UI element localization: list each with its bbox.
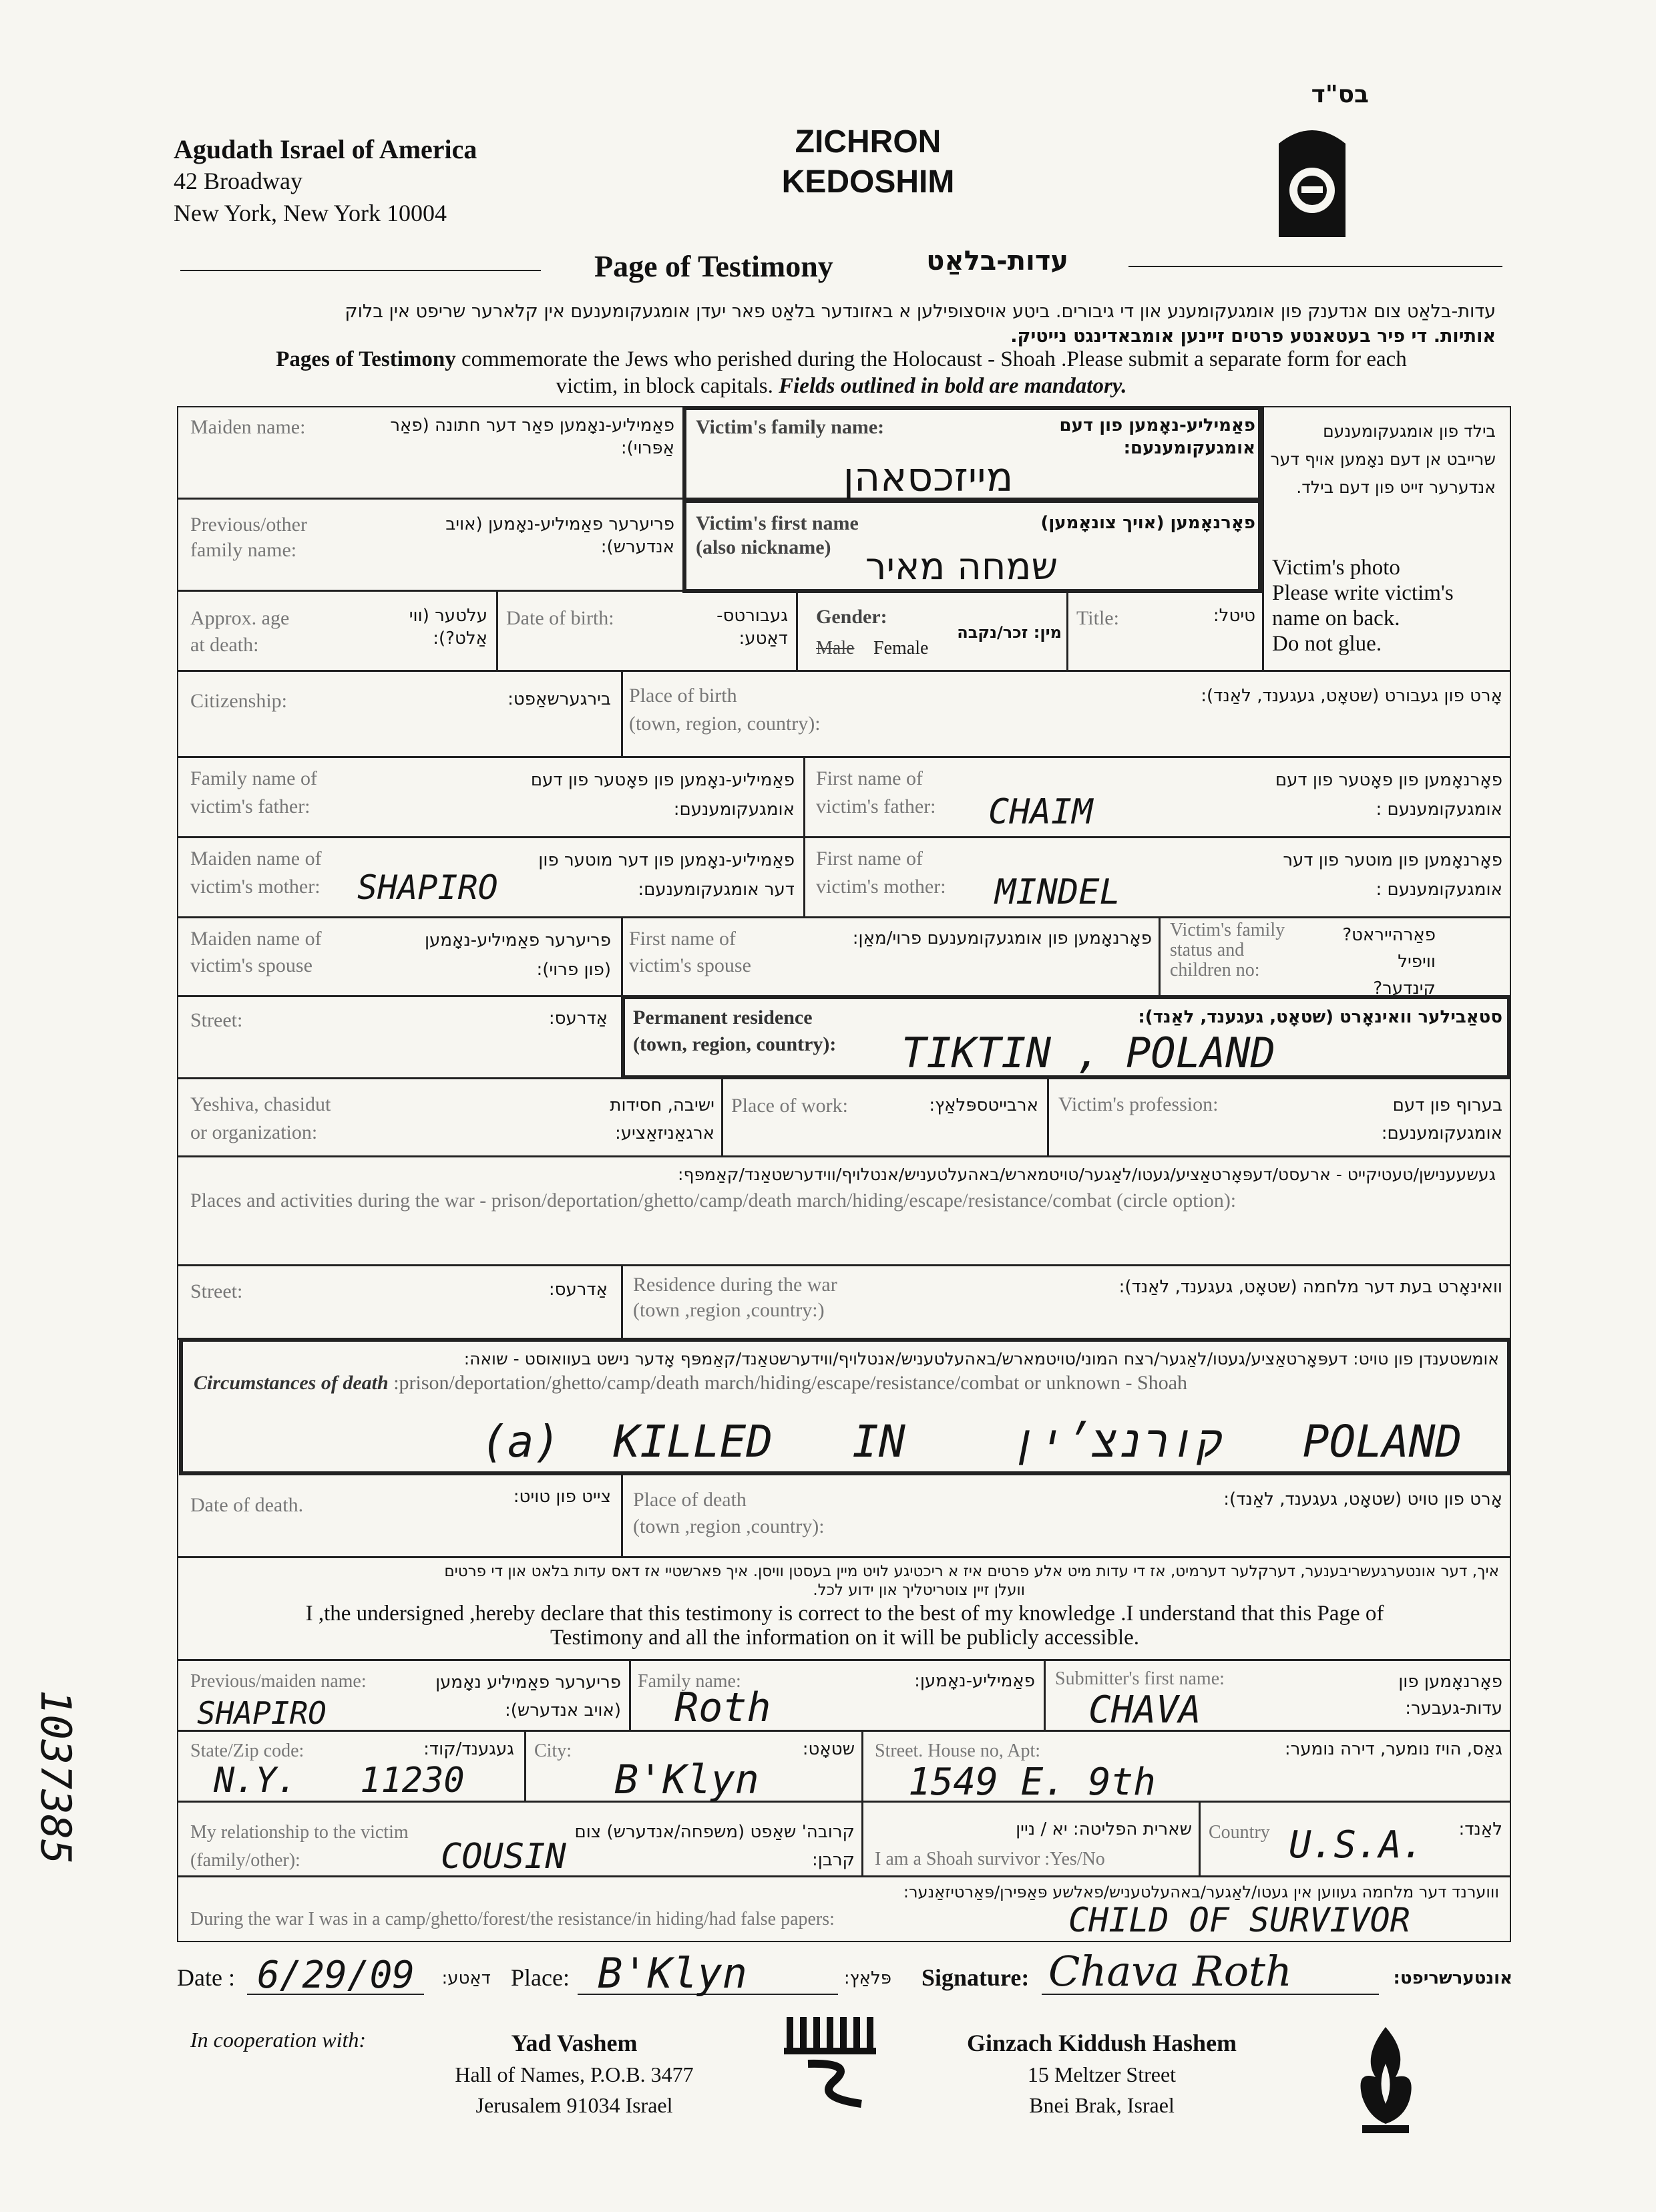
relationship-label-2: (family/other): <box>190 1850 300 1871</box>
intro-line2a: victim, in block capitals. <box>556 374 779 398</box>
perm-res-hebrew: סטאַבילער וואינאָרט (שטאָט, געגענד, לאַנד): <box>1138 1007 1502 1027</box>
place-hebrew: פּלאַץ: <box>843 1968 891 1988</box>
col-line <box>803 756 805 916</box>
photo-hebrew: בילד פון אומגעקומענעם שרייבט אן דעם נאָמען אויף דער אנדערער זייט פון דעם בילד. <box>1270 421 1496 497</box>
col-line <box>524 1730 526 1801</box>
col-line <box>1199 1801 1201 1875</box>
row-line <box>177 1730 1511 1732</box>
ginzach-name: Ginzach Kiddush Hashem <box>966 2030 1237 2056</box>
org-address-line1: 42 Broadway <box>174 168 302 194</box>
intro-mandatory-note: Fields outlined in bold are mandatory. <box>779 374 1127 398</box>
intro-bold: Pages of Testimony <box>276 347 456 371</box>
submitter-family-hebrew: פאַמיליע-נאָמען: <box>914 1671 1035 1691</box>
yeshiva-hebrew: ישיבה, חסידות ארגאַניזאַציע: <box>610 1095 714 1143</box>
gender-hebrew: מין: זכר/נקבה <box>957 623 1062 642</box>
perm-res-label-1: Permanent residence <box>633 1006 813 1029</box>
father-family-hebrew: פאַמיליע-נאָמען פון פאָטער פון דעם אומגעקומענעם: <box>530 770 795 819</box>
row-line <box>177 1264 1511 1266</box>
circumstances-hebrew: אומשטענדן פון טויט: דעפּאָרטאַציע/געטו/לאַגער/רצח המוני/טויטמארש/באהעלטעניש/אנטלויף/ווידערשטאַנד/קאַמפּף אָדער נישט בעוואוסט - שואה: <box>463 1349 1499 1368</box>
relationship-hebrew: קרובה' שאַפט (משפחה/אנדערש) צום קרבן: <box>574 1822 855 1870</box>
intro-english-line2 <box>187 374 1496 399</box>
intro-rest: commemorate the Jews who perished during the Holocaust - Shoah .Please submit a separate form for each <box>455 347 1407 371</box>
declaration-hebrew-2: וועלן זיין צוטריטליך און ידוע לכל. <box>813 1582 1025 1599</box>
col-line <box>721 1077 723 1155</box>
col-line <box>1047 1077 1049 1155</box>
col-line <box>1159 916 1161 995</box>
city-label: City: <box>534 1740 572 1761</box>
gender-male-option[interactable]: Male <box>816 638 855 659</box>
state-zip-value[interactable]: N.Y. 11230 <box>214 1761 465 1801</box>
citizenship-label: Citizenship: <box>190 690 287 712</box>
ginzach-address-2: Bnei Brak, Israel <box>1029 2093 1175 2117</box>
survivor-hebrew: שארית הפליטה: יא / ניין <box>1016 1819 1192 1839</box>
col-line <box>621 1264 623 1338</box>
page-title: Page of Testimony <box>594 249 833 283</box>
mother-first-label-2: victim's mother: <box>816 876 946 898</box>
during-war-value[interactable]: CHILD OF SURVIVOR <box>1068 1901 1410 1940</box>
father-first-value[interactable]: CHAIM <box>988 792 1093 832</box>
submitter-prev-maiden-value[interactable]: SHAPIRO <box>197 1695 327 1731</box>
row-line <box>177 670 1511 672</box>
spouse-maiden-hebrew: פריערער פאַמיליע-נאָמען (פון פרוי): <box>424 930 611 980</box>
photo-caption-1: Victim's photo <box>1272 556 1400 580</box>
during-war-hebrew: וווערנד דער מלחמה געווען אין געטו/לאַגער/באהעלטעניש/פאלשע פּאַפּירן/פּאַרטיזאַנער: <box>903 1883 1499 1901</box>
mother-maiden-hebrew: פאַמיליע-נאָמען פון דער מוטער פון דער אומגעקומענעם: <box>538 850 795 900</box>
title-label: Title: <box>1076 607 1119 629</box>
mother-first-hebrew: פאָרנאָמען פון מוטער פון דער אומגעקומענעם : <box>1283 850 1502 900</box>
victim-first-hebrew: פאָרנאָמען (אויך צונאָמען) <box>1040 513 1255 533</box>
activities-hebrew: געשעענישן/טעטיקייט - ארעסט/דעפּאָרטאַציע/געטו/לאַגער/טויטמארש/באהעלטעניש/אנטלויף/ווידערשטאַנד/קאַמפּף: <box>678 1165 1496 1184</box>
org-name: Agudath Israel of America <box>174 134 477 164</box>
declaration-hebrew-1: איך, דער אונטערגעשריבענער, דערקלער דערמיט, אז די עדות מיט אלע פרטים איז א ריכטיגע לויט מיין בעסטן וויסן. איך פארשטיי אז דאס עדות בלאט און די פרטים <box>444 1563 1499 1580</box>
street-hebrew: אַדרעס: <box>548 1008 608 1029</box>
submitter-first-hebrew: פאָרנאָמען פון עדות-געבער: <box>1398 1672 1502 1718</box>
victim-family-hebrew: פאַמיליע-נאָמען פון דעם אומגעקומענעם: <box>1059 415 1255 458</box>
photo-divider <box>1262 406 1264 670</box>
submitter-family-value[interactable]: Roth <box>674 1684 771 1731</box>
signature-label: Signature: <box>921 1964 1030 1991</box>
submitter-prev-maiden-hebrew: פריערער פאַמיליע נאָמען (אויב אנדערש): <box>435 1672 621 1720</box>
street-house-value[interactable]: 1549 E. 9th <box>908 1761 1156 1804</box>
submitter-prev-maiden-label: Previous/maiden name: <box>190 1671 367 1692</box>
maiden-name-hebrew: פאַמיליע-נאָמען פאַר דער חתונה (פאַר אַפּרוי): <box>390 415 674 458</box>
father-first-hebrew: פאָרנאָמען פון פאָטער פון דעם אומגעקומענעם : <box>1275 770 1502 819</box>
intro-hebrew-line2: אותיות. די פיר בעטאנטע פרטים זיינען אומבאדינגט נייטיק. <box>1010 326 1496 347</box>
family-status-label-1: Victim's family <box>1170 920 1285 940</box>
mother-maiden-label-1: Maiden name of <box>190 848 322 870</box>
place-label: Place: <box>511 1964 570 1991</box>
work-label: Place of work: <box>731 1095 848 1117</box>
war-street-label: Street: <box>190 1280 243 1302</box>
spouse-maiden-label-1: Maiden name of <box>190 928 322 950</box>
yad-vashem-address-1: Hall of Names, P.O.B. 3477 <box>455 2062 694 2086</box>
victim-family-value[interactable]: מייזכסאהן <box>843 454 1014 501</box>
intro-hebrew-line1: עדות-בלאַט צום אנדענק פון אומגעקומענע און די גיבורים. ביטע אויסצופילען א באזונדער בלאַט פאר יעדן אומגעקומענעם אין קלארער שריפט אין בלוק <box>345 301 1496 322</box>
city-hebrew: שטאָט: <box>802 1739 855 1759</box>
mother-first-label-1: First name of <box>816 848 923 870</box>
victim-first-label-1: Victim's first name <box>696 512 859 534</box>
country-value[interactable]: U.S.A. <box>1289 1823 1424 1867</box>
dob-hebrew: געבורטס- דאַטע: <box>716 606 788 649</box>
war-res-hebrew: וואינאָרט בעת דער מלחמה (שטאָט, געגענד, לאַנד): <box>1118 1277 1502 1297</box>
ginzach-address-1: 15 Meltzer Street <box>1027 2062 1177 2086</box>
death-place-hebrew: אָרט פון טויט (שטאָט, געגענד, לאַנד): <box>1223 1489 1502 1509</box>
row-line <box>177 1875 1511 1877</box>
col-line <box>1066 590 1068 670</box>
citizenship-hebrew: בירגערשאַפט: <box>507 689 611 709</box>
row-line <box>177 1659 1511 1661</box>
war-street-hebrew: אַדרעס: <box>548 1280 608 1300</box>
yad-vashem-address-2: Jerusalem 91034 Israel <box>475 2093 673 2117</box>
col-line <box>621 670 623 756</box>
country-label: Country <box>1209 1822 1270 1843</box>
title-rule-right <box>1128 266 1502 267</box>
date-value[interactable]: 6/29/09 <box>257 1954 415 1997</box>
perm-res-label-2: (town, region, country): <box>633 1033 837 1055</box>
relationship-label-1: My relationship to the victim <box>190 1822 409 1843</box>
submitter-family-label: Family name: <box>638 1671 741 1692</box>
father-family-label-1: Family name of <box>190 767 317 789</box>
row-line <box>177 1155 1511 1157</box>
spouse-first-label-1: First name of <box>629 928 736 950</box>
dob-label: Date of birth: <box>506 607 614 629</box>
ginzach-flame-logo-icon <box>1349 2024 1422 2137</box>
col-line <box>621 916 623 995</box>
submitter-first-value[interactable]: CHAVA <box>1088 1688 1201 1732</box>
page-title-hebrew: עדות-בלאַט <box>926 246 1068 276</box>
survivor-label[interactable]: I am a Shoah survivor :Yes/No <box>875 1849 1105 1869</box>
row-line <box>177 916 1511 918</box>
gender-female-option[interactable]: Female <box>873 638 929 659</box>
birth-place-label-1: Place of birth <box>629 685 737 707</box>
street-house-hebrew: גאַס, הויז נומער, דירה נומער: <box>1284 1739 1502 1759</box>
family-status-hebrew: פאַרהייראט? וויפיל קינדער? <box>1342 925 1436 998</box>
profession-label: Victim's profession: <box>1058 1093 1219 1115</box>
relationship-value[interactable]: COUSIN <box>441 1837 566 1877</box>
yeshiva-label-1: Yeshiva, chasidut <box>190 1093 331 1115</box>
father-first-label-1: First name of <box>816 767 923 789</box>
submitter-first-label: Submitter's first name: <box>1055 1668 1225 1689</box>
death-date-hebrew: צייט פון טויט: <box>513 1487 611 1507</box>
victim-first-label-2: (also nickname) <box>696 536 831 558</box>
father-first-label-2: victim's father: <box>816 795 936 817</box>
signature-hebrew: אונטערשריפט: <box>1393 1968 1512 1988</box>
declaration-english-1: I ,the undersigned ,hereby declare that this testimony is correct to the best of my knowledge .I understand that this Page of <box>305 1602 1384 1626</box>
family-status-label-2: status and <box>1170 940 1245 960</box>
title-hebrew: טיטל: <box>1213 606 1255 626</box>
photo-caption-2: Please write victim's <box>1272 581 1454 605</box>
declaration-english-2: Testimony and all the information on it will be publicly accessible. <box>550 1626 1140 1650</box>
spouse-maiden-label-2: victim's spouse <box>190 954 313 976</box>
gender-label: Gender: <box>816 606 887 628</box>
activities-label: Places and activities during the war - prison/deportation/ghetto/camp/death march/hiding/escape/resistance/combat (circle option): <box>190 1189 1237 1212</box>
previous-family-label-1: Previous/other <box>190 514 307 536</box>
death-place-label-1: Place of death <box>633 1489 747 1511</box>
place-value[interactable]: B'Klyn <box>598 1949 747 1998</box>
perm-res-value[interactable]: TIKTIN , POLAND <box>901 1029 1275 1077</box>
state-zip-label: State/Zip code: <box>190 1740 304 1761</box>
yad-vashem-name: Yad Vashem <box>511 2030 638 2056</box>
mother-maiden-value[interactable]: SHAPIRO <box>357 868 498 907</box>
col-line <box>796 590 798 670</box>
age-label-1: Approx. age <box>190 607 290 629</box>
yeshiva-label-2: or organization: <box>190 1121 318 1143</box>
state-zip-hebrew: געגענד/קוד: <box>423 1739 514 1759</box>
photo-caption-4: Do not glue. <box>1272 632 1382 656</box>
col-line <box>629 1659 631 1730</box>
agudath-emblem-icon <box>1272 117 1352 244</box>
col-line <box>496 590 498 670</box>
yad-vashem-logo-icon <box>781 2010 881 2110</box>
col-line <box>861 1801 863 1875</box>
org-address-line2: New York, New York 10004 <box>174 200 447 226</box>
victim-family-label: Victim's family name: <box>696 416 885 438</box>
spouse-first-label-2: victim's spouse <box>629 954 751 976</box>
circumstances-value[interactable]: (a) KILLED IN קורנצ׳ין POLAND <box>481 1416 1462 1467</box>
work-hebrew: ארבייטספּלאַץ: <box>929 1095 1038 1115</box>
row-line <box>177 590 1262 592</box>
street-label: Street: <box>190 1009 243 1031</box>
father-family-label-2: victim's father: <box>190 795 310 817</box>
during-war-label: During the war I was in a camp/ghetto/forest/the resistance/in hiding/had false papers: <box>190 1909 835 1929</box>
photo-caption-3: name on back. <box>1272 606 1400 630</box>
row-line <box>177 756 1511 758</box>
war-res-label-1: Residence during the war <box>633 1274 837 1296</box>
col-line <box>621 1475 623 1556</box>
birth-place-label-2: (town, region, country): <box>629 713 821 735</box>
circumstances-options: :prison/deportation/ghetto/camp/death march/hiding/escape/resistance/combat or unknown - Shoah <box>388 1372 1188 1394</box>
date-hebrew: דאַטע: <box>441 1968 491 1988</box>
city-value[interactable]: B'Klyn <box>614 1757 759 1803</box>
death-date-label: Date of death. <box>190 1494 304 1516</box>
previous-family-hebrew: פריערער פאַמיליע-נאָמען (אויב אנדערש): <box>445 514 674 557</box>
family-status-label-3: children no: <box>1170 960 1260 980</box>
col-line <box>861 1730 863 1801</box>
age-label-2: at death: <box>190 634 259 656</box>
date-label: Date : <box>177 1964 235 1991</box>
war-res-label-2: (town ,region ,country:) <box>633 1299 825 1321</box>
row-line <box>177 1556 1511 1558</box>
death-place-label-2: (town ,region ,country): <box>633 1515 825 1537</box>
street-house-label: Street. House no, Apt: <box>875 1740 1041 1761</box>
zichron-title: ZICHRON <box>795 124 942 160</box>
age-hebrew: עלטער (ווי אַלט?): <box>409 606 487 649</box>
bsd-mark: בס"ד <box>1311 81 1369 108</box>
profession-hebrew: בערוף פון דעם אומגעקומענעם: <box>1381 1095 1502 1143</box>
row-line <box>177 836 1511 838</box>
previous-family-label-2: family name: <box>190 539 297 561</box>
col-line <box>1044 1659 1046 1730</box>
margin-reference-number: 1037385 <box>31 1690 80 1865</box>
victim-first-value[interactable]: שמחה מאיר <box>865 545 1058 588</box>
signature-value[interactable]: Chava Roth <box>1048 1947 1292 1996</box>
maiden-name-label: Maiden name: <box>190 416 306 438</box>
kedoshim-title: KEDOSHIM <box>781 164 955 200</box>
birth-place-hebrew: אָרט פון געבורט (שטאָט, געגענד, לאַנד): <box>1201 686 1502 706</box>
intro-english-line1 <box>187 347 1496 372</box>
mother-first-value[interactable]: MINDEL <box>995 872 1120 912</box>
title-rule-left <box>180 270 541 271</box>
mother-maiden-label-2: victim's mother: <box>190 876 321 898</box>
country-hebrew: לאַנד: <box>1458 1819 1502 1839</box>
cooperation-label: In cooperation with: <box>190 2028 367 2052</box>
row-line <box>177 1801 1511 1803</box>
circumstances-bold: Circumstances of death <box>194 1372 389 1394</box>
circumstances-label <box>194 1372 1502 1395</box>
spouse-first-hebrew: פאָרנאָמען פון אומגעקומענעם פרוי/מאַן: <box>852 928 1152 948</box>
